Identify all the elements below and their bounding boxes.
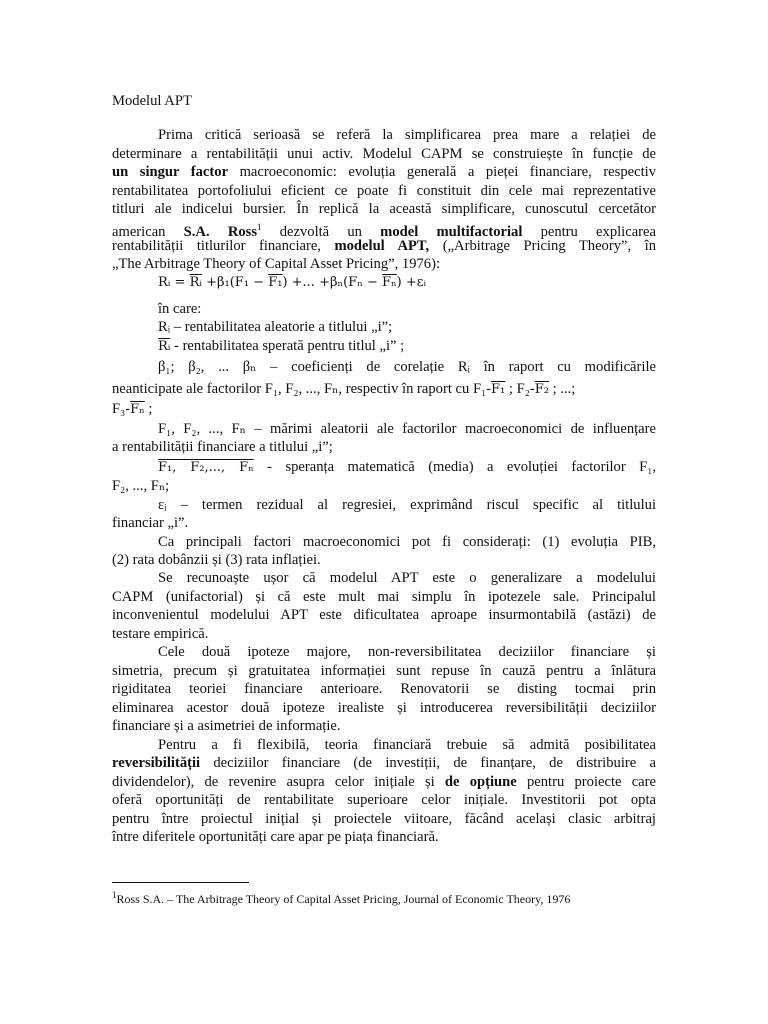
footnote-ref: 1 bbox=[257, 222, 262, 232]
paragraph-line: simetria, precum și gratuitatea informației sunt repuse în cauză pentru a înlătura bbox=[112, 663, 656, 679]
paragraph-line: Ca principali factori macroeconomici pot fi considerați: (1) evoluția PIB, bbox=[158, 534, 656, 550]
paragraph-line: Cele două ipoteze majore, non-reversibilitatea deciziilor financiare și bbox=[158, 644, 656, 660]
definition-line: F₂, ..., Fₙ; bbox=[112, 478, 170, 494]
paragraph-line: un singur factor macroeconomic: evoluția generală a pieței financiare, respectiv bbox=[112, 164, 656, 180]
paragraph-line: în care: bbox=[158, 301, 202, 317]
paragraph-line: determinare a rentabilității unui activ. Modelul CAPM se construiește în funcție de bbox=[112, 146, 656, 162]
paragraph-line: american S.A. Ross$^1$ dezvoltă un model multifactorial pentru explicarea bbox=[112, 222, 657, 240]
definition-line: β₁; β₂, ... βₙ – coeficienți de corelație Rᵢ în raport cu modificările bbox=[158, 359, 656, 375]
paragraph-line: pentru între proiectul inițial și proiectele viitoare, făcând același clasic arbitraj bbox=[112, 811, 656, 827]
paragraph-line: rigiditatea teoriei financiare anterioare. Renovatorii se disting tocmai prin bbox=[112, 681, 656, 697]
apt-formula: Rᵢ = $\overline{Rᵢ} +\beta_1(F_1 - F_1)$ +... $+\beta_n(F_n - \overline{F_n})$ +εᵢ bbox=[158, 275, 427, 290]
paragraph-line: reversibilității deciziilor financiare (de investiții, de finanțare, de distribuire a bbox=[112, 755, 656, 771]
paragraph-line: „The Arbitrage Theory of Capital Asset Pricing”, 1976): bbox=[112, 256, 441, 272]
paragraph-line: titluri ale indicelui bursier. În replică la această simplificare, cunoscutul cercetător bbox=[112, 201, 656, 217]
bold-term: de opțiune bbox=[444, 774, 517, 790]
footnote-separator bbox=[112, 882, 249, 883]
bold-term: model multifactorial bbox=[380, 223, 523, 240]
paragraph-line: CAPM (unifactorial) și că este mult mai simplu în ipotezele sale. Principalul bbox=[112, 589, 656, 605]
paragraph-line: dividendelor), de revenire asupra celor inițiale și de opțiune pentru proiecte care bbox=[112, 774, 656, 790]
paragraph-line: Pentru a fi flexibilă, teoria financiară trebuie să admită posibilitatea bbox=[158, 737, 656, 753]
definition-line: εᵢ – termen rezidual al regresiei, exprimând riscul specific al titlului bbox=[158, 497, 656, 513]
paragraph-line: (2) rata dobânzii și (3) rata inflației. bbox=[112, 552, 321, 568]
definition-line: Rᵢ – rentabilitatea aleatorie a titlului „i”; bbox=[158, 319, 393, 335]
document-title: Modelul APT bbox=[112, 93, 192, 109]
bold-term: un singur factor bbox=[112, 164, 229, 180]
paragraph-line: rentabilitatea portofoliului eficient ce poate fi constituit din cele mai reprezentative bbox=[112, 183, 656, 199]
definition-line: F₁, F₂,..., Fₙ - speranța matematică (media) a evoluției factorilor F₁, bbox=[158, 459, 656, 475]
footnote-text: Ross S.A. – The Arbitrage Theory of Capital Asset Pricing, Journal of Economic Theory, 1976 bbox=[116, 892, 571, 906]
definition-line: F₁, F₂, ..., Fₙ – mărimi aleatorii ale factorilor macroeconomici de influențare bbox=[158, 421, 656, 437]
author-name: S.A. Ross bbox=[183, 223, 258, 240]
paragraph-line: între diferitele oportunități care apar pe piața financiară. bbox=[112, 829, 439, 845]
footnote bbox=[112, 890, 570, 907]
paragraph-line: eliminarea acestor două ipoteze irealiste și introducerea reversibilității deciziilor bbox=[112, 700, 656, 716]
definition-line: a rentabilității financiare a titlului „i”; bbox=[112, 439, 333, 455]
paragraph-line: testare empirică. bbox=[112, 626, 209, 642]
paragraph-line: inconvenientul modelului APT este dificultatea aproape insurmontabilă (astăzi) de bbox=[112, 607, 656, 623]
paragraph-line: Se recunoaște ușor că modelul APT este o generalizare a modelului bbox=[158, 570, 656, 586]
definition-line: neanticipate ale factorilor F₁, F₂, ..., Fₙ, respectiv în raport cu F₁-F₁ ; F₂-F₂ ; ...; bbox=[112, 381, 576, 397]
definition-line: $\overline{Rᵢ}$ - rentabilitatea sperată pentru titlul „i” ; bbox=[158, 338, 405, 354]
definition-line: $F_3-\overline{F_n}$ ; bbox=[112, 401, 153, 417]
bold-term: reversibilității bbox=[112, 755, 201, 771]
paragraph-line: rentabilității titlurilor financiare, modelul APT, („Arbitrage Pricing Theory”, în bbox=[112, 238, 656, 254]
paragraph-line: Prima critică serioasă se referă la simplificarea prea mare a relației de bbox=[158, 127, 656, 143]
bold-term: modelul APT, bbox=[334, 238, 430, 254]
paragraph-line: oferă oportunități de rentabilitate superioare celor inițiale. Investitorii pot opta bbox=[112, 792, 656, 808]
paragraph-line: financiare și a asimetriei de informație. bbox=[112, 718, 341, 734]
footnote-mark: 1 bbox=[112, 890, 117, 900]
definition-line: financiar „i”. bbox=[112, 515, 189, 531]
